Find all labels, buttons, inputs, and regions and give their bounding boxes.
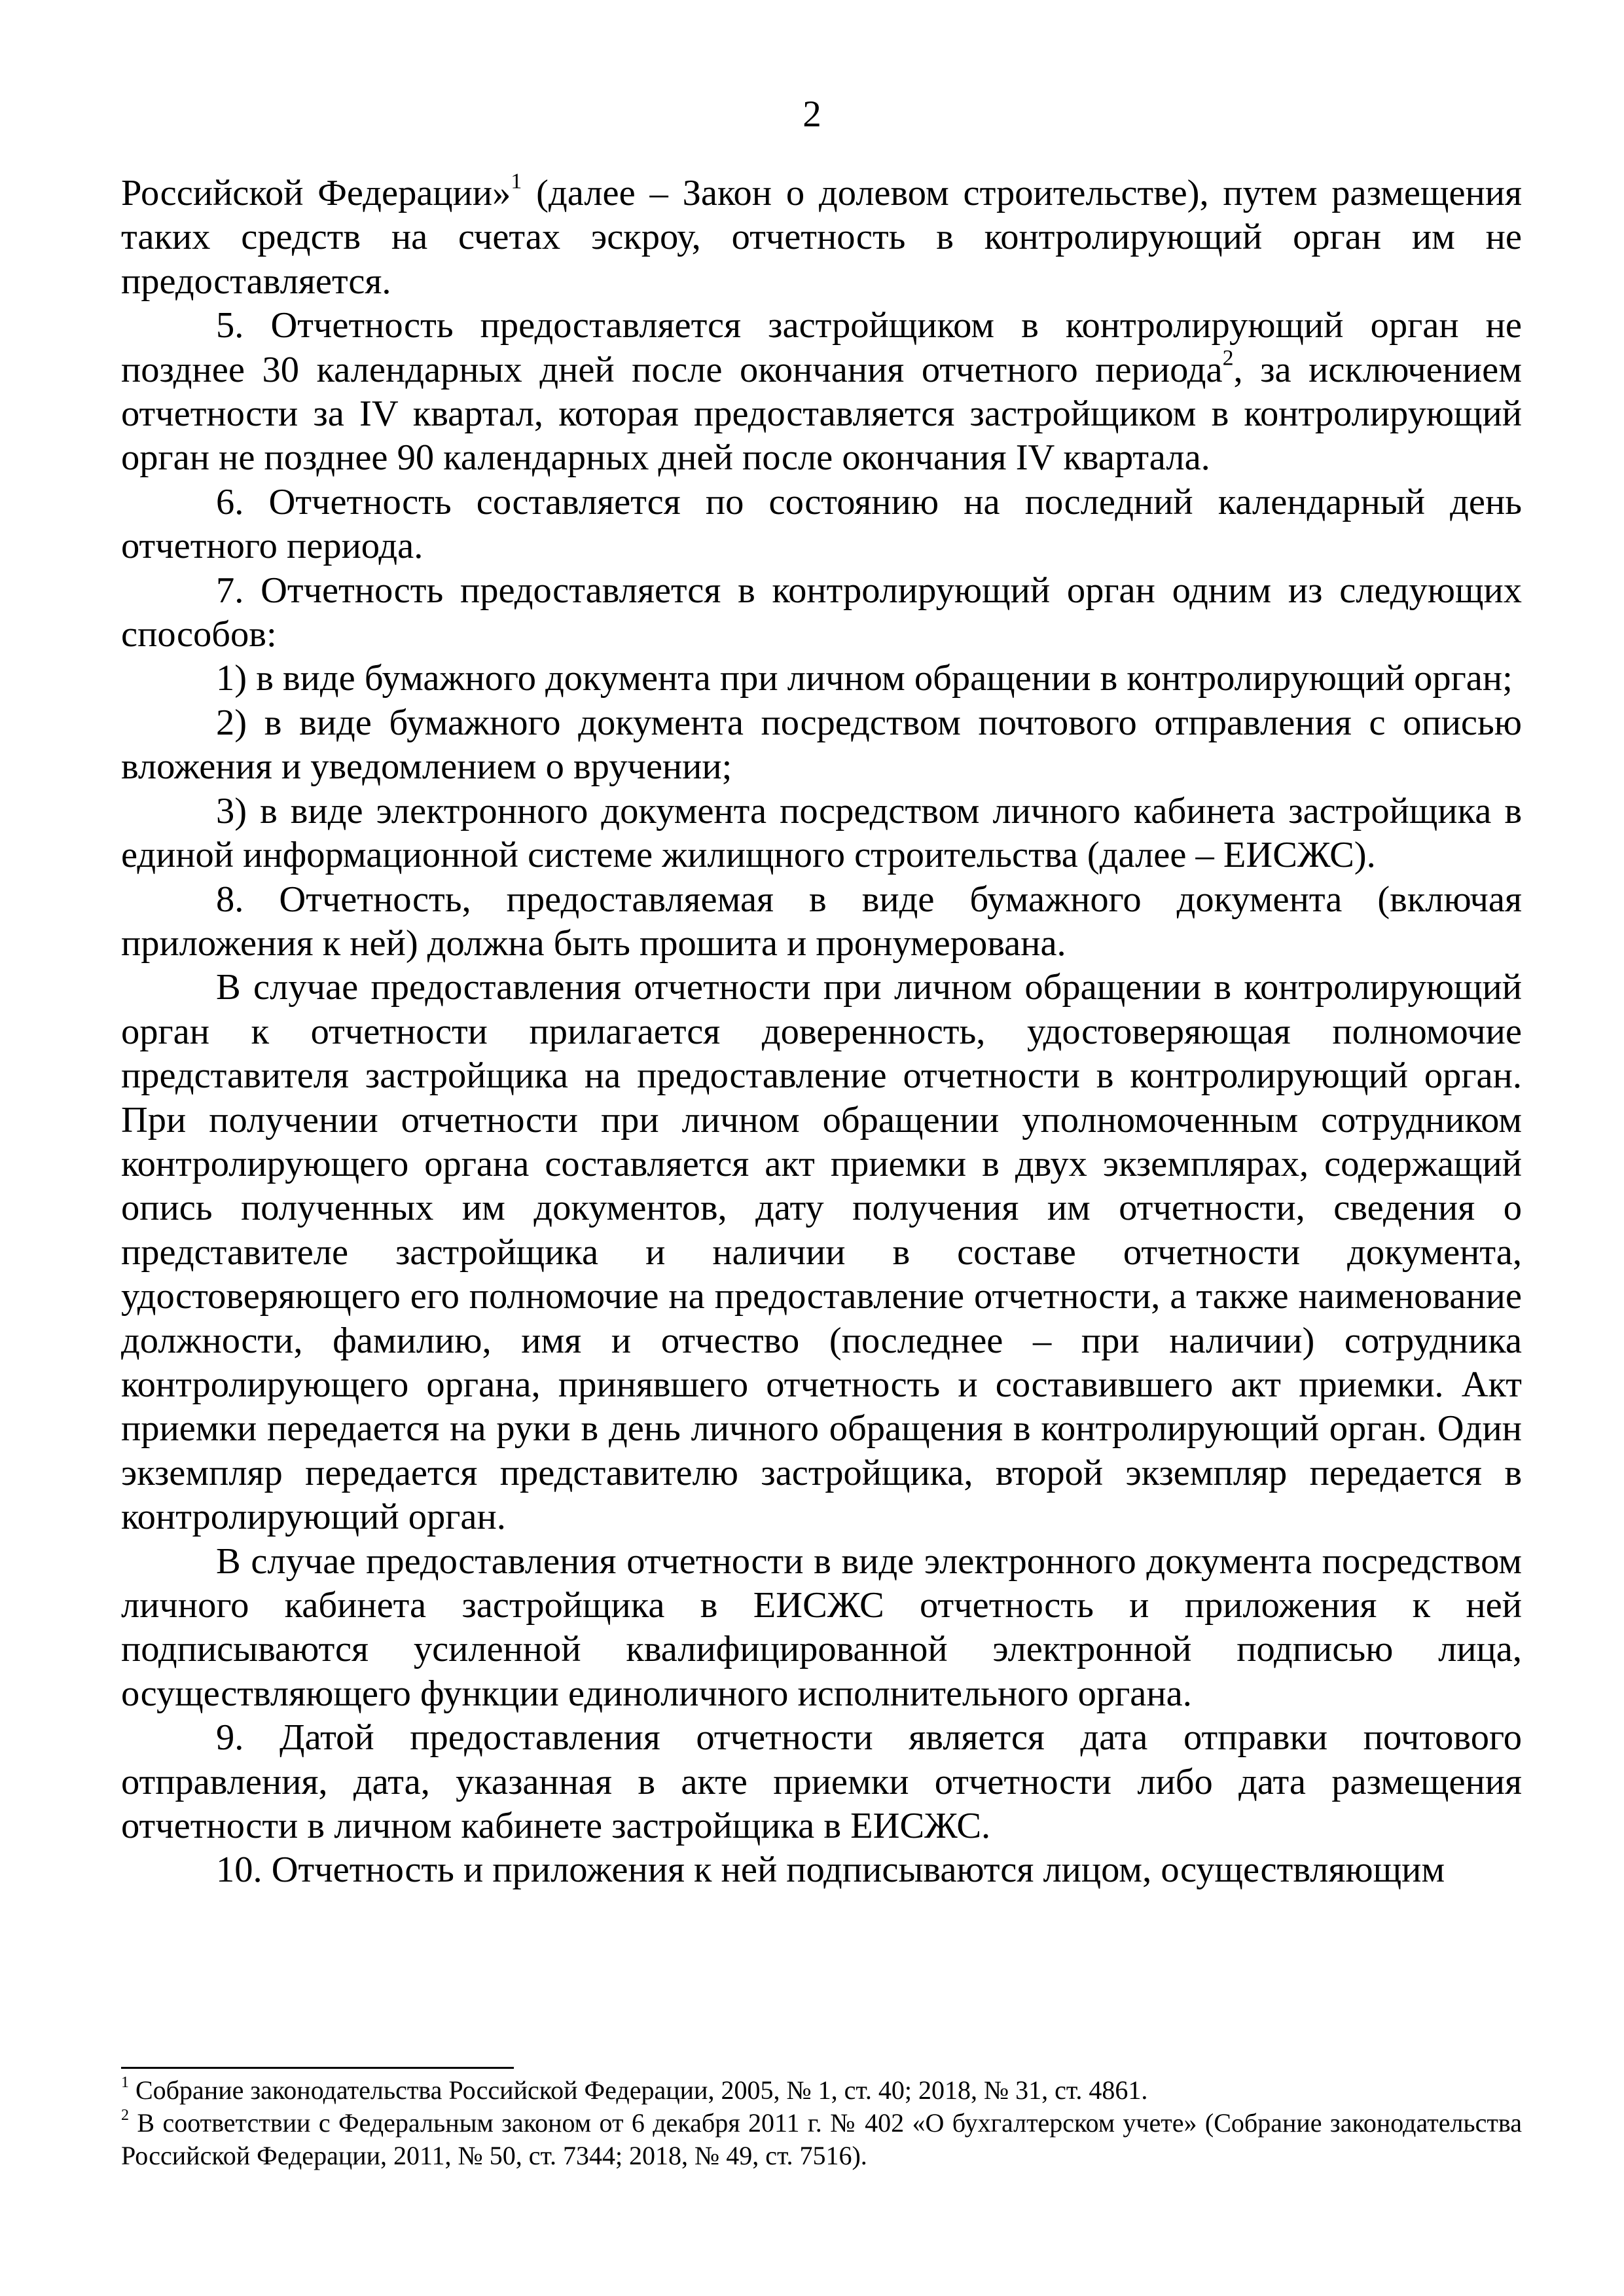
paragraph-text: 10. Отчетность и приложения к ней подписываются лицом, осуществляющим bbox=[216, 1850, 1445, 1891]
paragraph-text: 8. Отчетность, предоставляемая в виде бумажного документа (включая приложения к ней) должна быть прошита и пронумерована. bbox=[121, 879, 1522, 964]
paragraph-p6 bbox=[121, 481, 1522, 569]
paragraph-text: , за исключением отчетности за IV квартал, которая предоставляется застройщиком в контролирующий орган не позднее 90 календарных дней после окончания IV квартала. bbox=[121, 349, 1522, 479]
footnote-text: В соответствии с Федеральным законом от 6 декабря 2011 г. № 402 «О бухгалтерском учете» (Собрание законодательства Российской Федерации, 2011, № 50, ст. 7344; 2018, № 49, ст. 7516). bbox=[121, 2108, 1522, 2170]
paragraph-text: Российской Федерации» bbox=[121, 173, 511, 213]
footnote-reference: 1 bbox=[511, 169, 522, 194]
paragraph-text: 5. Отчетность предоставляется застройщиком в контролирующий орган не позднее 30 календарных дней после окончания отчетного периода bbox=[121, 305, 1522, 390]
paragraph-text: 7. Отчетность предоставляется в контролирующий орган одним из следующих способов: bbox=[121, 570, 1522, 655]
footnote-mark: 2 bbox=[121, 2107, 129, 2124]
footnote-2 bbox=[121, 2107, 1522, 2172]
paragraph-p7-1 bbox=[121, 657, 1522, 701]
paragraph-p9 bbox=[121, 1716, 1522, 1848]
paragraph-text: В случае предоставления отчетности при личном обращении в контролирующий орган к отчетности прилагается доверенность, удостоверяющая полномочие представителя застройщика на предоставление отчетности в контролирующий орган. При получении отчетности при личном обращении уполномоченным сотрудником контролирующего органа составляется акт приемки в двух экземплярах, содержащий опись полученных им документов, дату получения им отчетности, сведения о представителе застройщика и наличии в составе отчетности документа, удостоверяющего его полномочие на предоставление отчетности, а также наименование должности, фамилию, имя и отчество (последнее – при наличии) сотрудника контролирующего органа, принявшего отчетность и составившего акт приемки. Акт приемки передается на руки в день личного обращения в контролирующий орган. Один экземпляр передается представителю застройщика, второй экземпляр передается в контролирующий орган. bbox=[121, 967, 1522, 1538]
paragraph-p7-3 bbox=[121, 790, 1522, 878]
paragraph-p5 bbox=[121, 304, 1522, 481]
paragraph-p0 bbox=[121, 169, 1523, 304]
paragraph-p10 bbox=[121, 1848, 1522, 1892]
footnote-1 bbox=[121, 2074, 1522, 2107]
paragraph-text: 6. Отчетность составляется по состоянию на последний календарный день отчетного периода. bbox=[121, 481, 1522, 567]
footnote-separator bbox=[121, 2067, 514, 2069]
paragraph-text: (далее – Закон о долевом строительстве), путем размещения таких средств на счетах эскроу, отчетность в контролирующий орган им не предоставляется. bbox=[121, 173, 1523, 302]
footnote-mark: 1 bbox=[121, 2074, 129, 2091]
paragraph-p8-a bbox=[121, 966, 1522, 1539]
paragraph-p7-2 bbox=[121, 701, 1522, 790]
footnote-text: Собрание законодательства Российской Федерации, 2005, № 1, ст. 40; 2018, № 31, ст. 4861. bbox=[129, 2075, 1148, 2105]
body-text bbox=[121, 169, 1523, 1893]
paragraph-text: В случае предоставления отчетности в виде электронного документа посредством личного кабинета застройщика в ЕИСЖС отчетность и приложения к ней подписываются усиленной квалифицированной электронной подписью лица, осуществляющего функции единоличного исполнительного органа. bbox=[121, 1540, 1522, 1714]
paragraph-text: 1) в виде бумажного документа при личном обращении в контролирующий орган; bbox=[216, 658, 1513, 699]
footnote-reference: 2 bbox=[1222, 346, 1234, 371]
page-number: 2 bbox=[803, 94, 821, 135]
paragraph-p8-b bbox=[121, 1540, 1522, 1717]
paragraph-p7 bbox=[121, 569, 1522, 657]
paragraph-text: 9. Датой предоставления отчетности является дата отправки почтового отправления, дата, указанная в акте приемки отчетности либо дата размещения отчетности в личном кабинете застройщика в ЕИСЖС. bbox=[121, 1717, 1522, 1847]
footnotes bbox=[121, 2074, 1522, 2172]
paragraph-text: 2) в виде бумажного документа посредством почтового отправления с описью вложения и уведомлением о вручении; bbox=[121, 702, 1522, 788]
paragraph-p8 bbox=[121, 878, 1522, 966]
paragraph-text: 3) в виде электронного документа посредством личного кабинета застройщика в единой информационной системе жилищного строительства (далее – ЕИСЖС). bbox=[121, 790, 1522, 876]
